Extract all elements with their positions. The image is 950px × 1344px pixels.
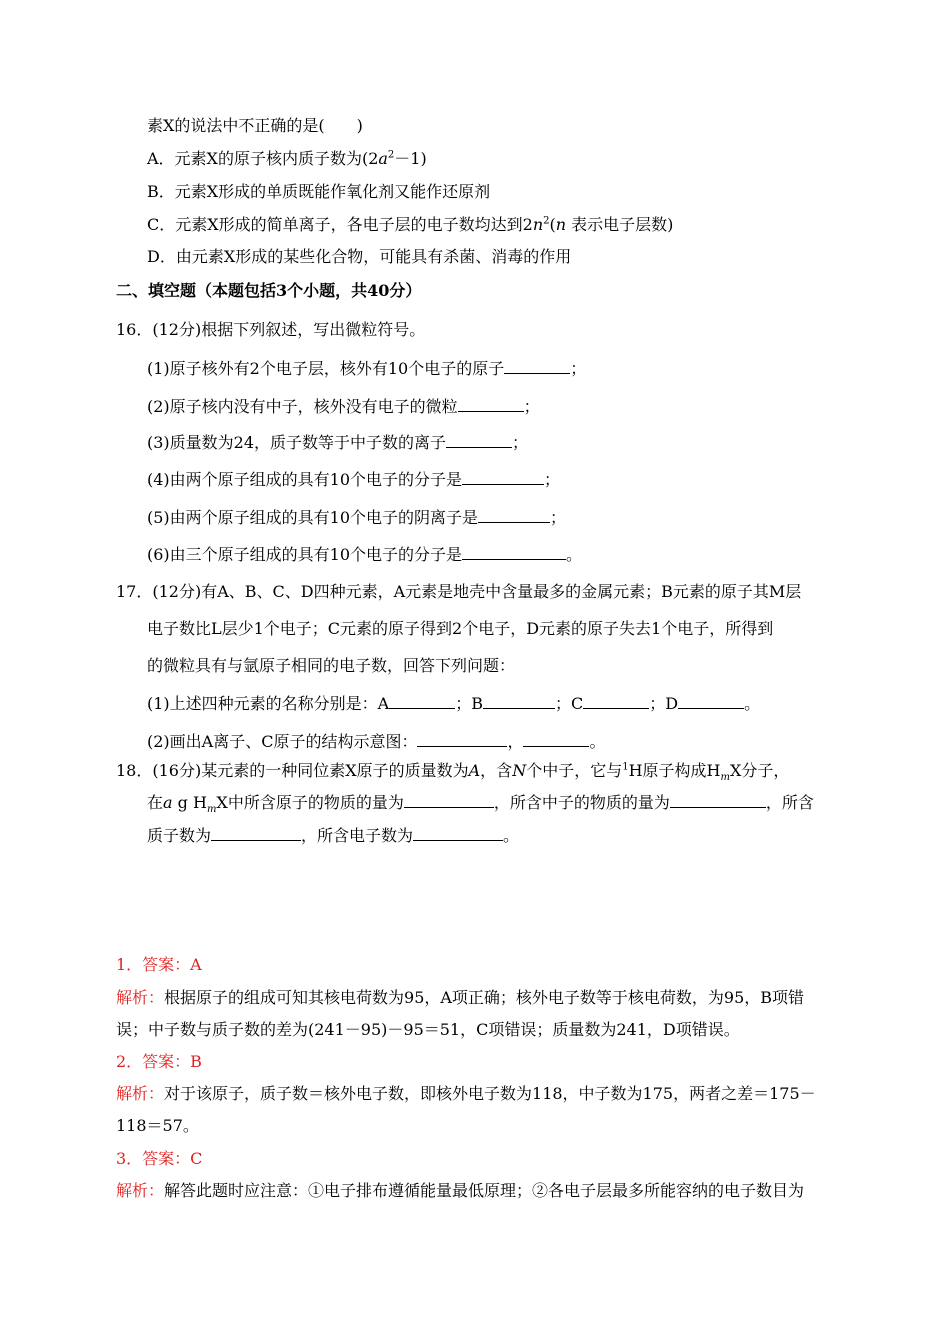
answer-3-analysis-line-1: 解析：解答此题时应注意：①电子排布遵循能量最低原理；②各电子层最多所能容纳的电子数目为 bbox=[116, 1181, 805, 1200]
answer-blank[interactable] bbox=[483, 694, 555, 709]
q16-item-5: (5)由两个原子组成的具有10个电子的阴离子是 ； bbox=[147, 508, 567, 527]
answer-blank[interactable] bbox=[446, 433, 512, 448]
answer-2-heading: 2．答案：B bbox=[116, 1052, 202, 1071]
q15-option-c: C．元素X形成的简单离子，各电子层的电子数均达到$2n^2(n$ 表示电子层数) bbox=[147, 215, 674, 234]
answer-blank[interactable] bbox=[417, 732, 507, 747]
answer-blank[interactable] bbox=[458, 397, 524, 412]
answer-blank[interactable] bbox=[211, 826, 301, 841]
answer-blank[interactable] bbox=[389, 694, 455, 709]
answer-blank[interactable] bbox=[678, 694, 744, 709]
q15-stem-end: 素X的说法中不正确的是( ) bbox=[147, 116, 363, 135]
answer-1-heading: 1．答案：A bbox=[116, 955, 202, 974]
q15-option-a: A．元素X的原子核内质子数为$(2a^2-1)$ bbox=[147, 149, 427, 168]
answer-1-analysis-line-2: 误；中子数与质子数的差为(241－95)－95＝51，C项错误；质量数为241，D项错误。 bbox=[116, 1020, 740, 1039]
q16-item-4: (4)由两个原子组成的具有10个电子的分子是 ； bbox=[147, 470, 561, 489]
q17-line-2: 电子数比L层少1个电子；C元素的原子得到2个电子，D元素的原子失去1个电子，所得到 bbox=[147, 619, 774, 638]
answer-1-analysis-line-1: 解析：根据原子的组成可知其核电荷数为95，A项正确；核外电子数等于核电荷数，为95，B项错 bbox=[116, 988, 805, 1007]
answer-blank[interactable] bbox=[404, 793, 494, 808]
q17-part-1: (1)上述四种元素的名称分别是：A ；B ；C ；D 。 bbox=[147, 694, 761, 713]
answer-blank[interactable] bbox=[413, 826, 503, 841]
answer-blank[interactable] bbox=[462, 545, 566, 560]
q15-option-d: D．由元素X形成的某些化合物，可能具有杀菌、消毒的作用 bbox=[147, 247, 572, 266]
q18-line-1: 18．(16分)某元素的一种同位素X原子的质量数为A，含N个中子，它与$^1$H原子构成$H_mX$分子， bbox=[116, 761, 790, 784]
answer-blank[interactable] bbox=[462, 470, 544, 485]
q16-item-1: (1)原子核外有2个电子层，核外有10个电子的原子 ； bbox=[147, 359, 587, 378]
q18-line-3: 质子数为 ，所含电子数为 。 bbox=[147, 826, 520, 845]
answer-blank[interactable] bbox=[523, 732, 589, 747]
q16-item-2: (2)原子核内没有中子，核外没有电子的微粒 ； bbox=[147, 397, 540, 416]
q15-option-b: B．元素X形成的单质既能作氧化剂又能作还原剂 bbox=[147, 182, 491, 201]
answer-blank[interactable] bbox=[478, 508, 550, 523]
q16-stem: 16．(12分)根据下列叙述，写出微粒符号。 bbox=[116, 320, 426, 339]
answer-blank[interactable] bbox=[583, 694, 649, 709]
answer-2-analysis-line-2: 118＝57。 bbox=[116, 1116, 199, 1135]
answer-blank[interactable] bbox=[504, 359, 570, 374]
q17-part-2: (2)画出A离子、C原子的结构示意图： ， 。 bbox=[147, 732, 606, 751]
answer-2-analysis-line-1: 解析：对于该原子，质子数＝核外电子数，即核外电子数为118，中子数为175，两者之差＝175－ bbox=[116, 1084, 816, 1103]
q17-line-1: 17．(12分)有A、B、C、D四种元素，A元素是地壳中含量最多的金属元素；B元素的原子其M层 bbox=[116, 582, 802, 601]
section-2-heading: 二、填空题（本题包括3个小题，共40分） bbox=[116, 281, 422, 300]
answer-3-heading: 3．答案：C bbox=[116, 1149, 203, 1168]
q16-item-3: (3)质量数为24，质子数等于中子数的离子 ； bbox=[147, 433, 529, 452]
q18-line-2: 在a g $H_mX$中所含原子的物质的量为 ，所含中子的物质的量为 ，所含 bbox=[147, 793, 814, 816]
q16-item-6: (6)由三个原子组成的具有10个电子的分子是 。 bbox=[147, 545, 583, 564]
answer-blank[interactable] bbox=[670, 793, 766, 808]
q17-line-3: 的微粒具有与氩原子相同的电子数，回答下列问题： bbox=[147, 656, 516, 675]
